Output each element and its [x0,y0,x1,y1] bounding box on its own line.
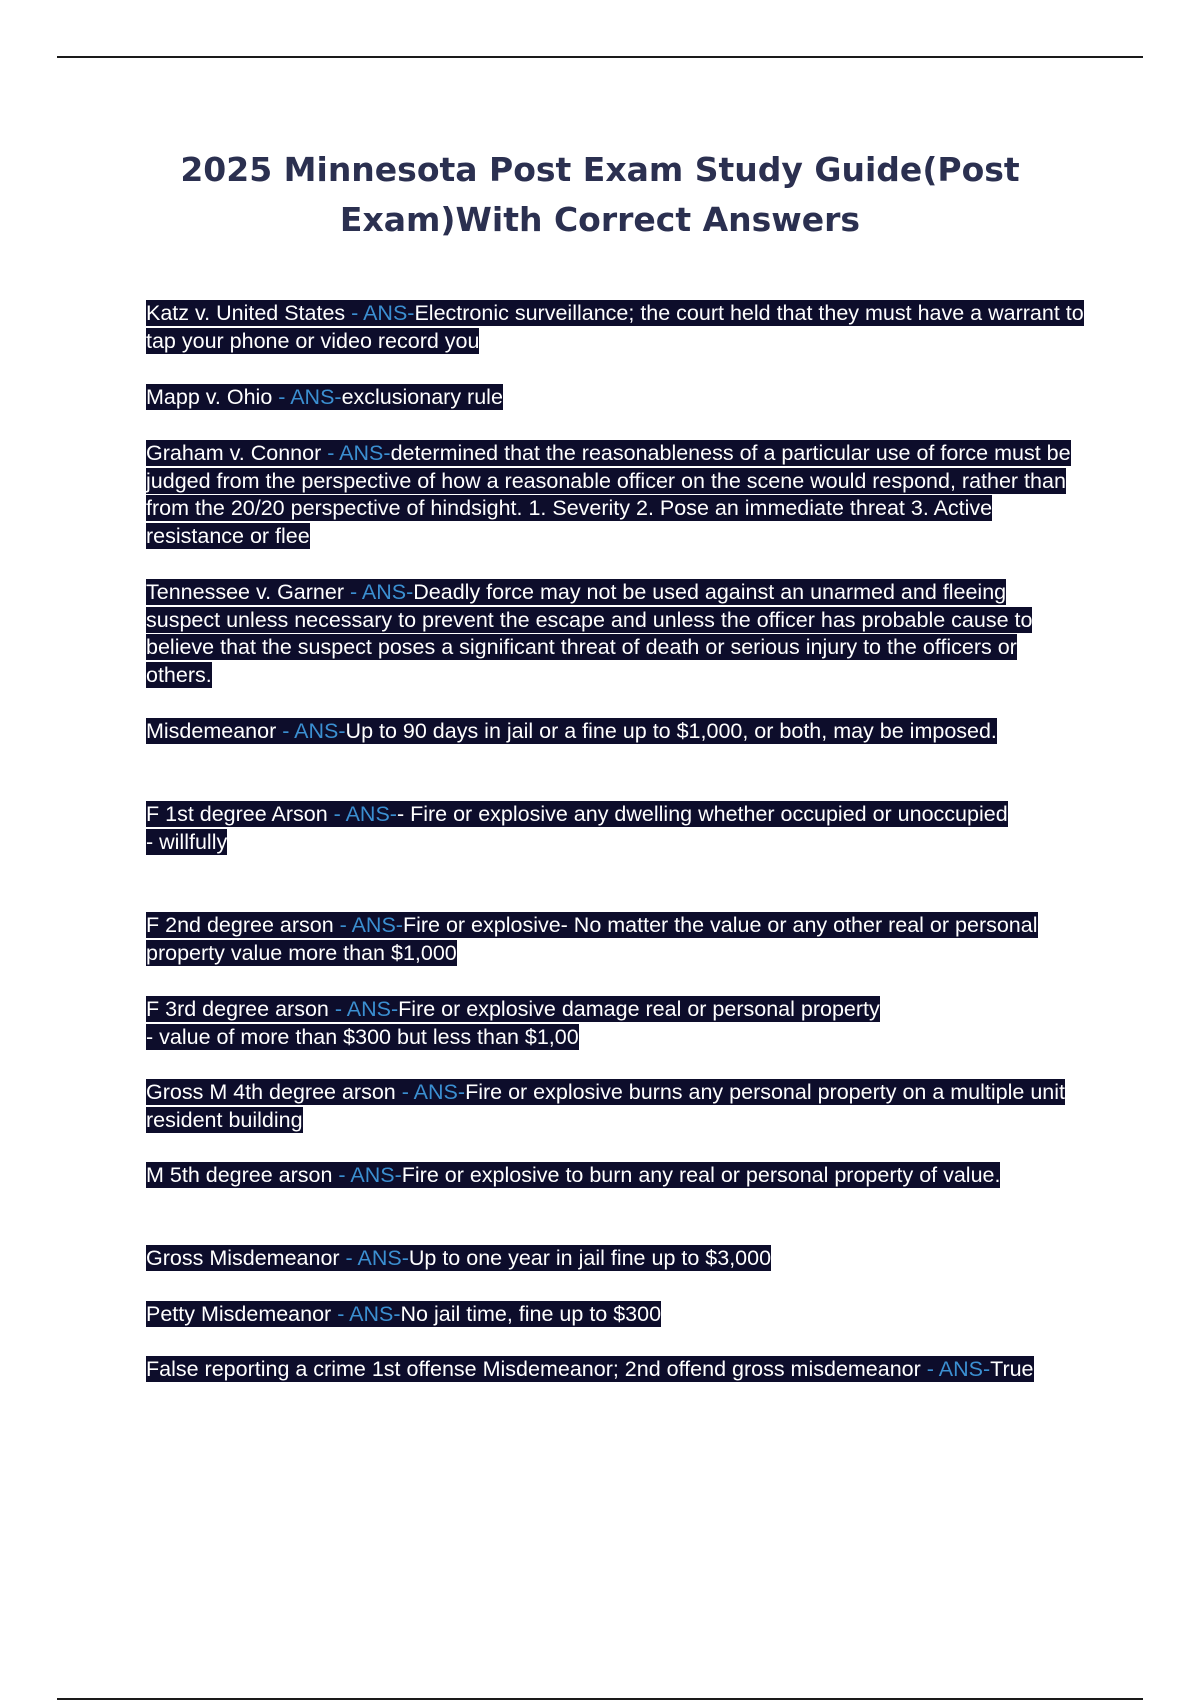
qa-answer: determined that the reasonableness of a particular use of force must be judged from the perspective of how a reasonable officer on the scene would respond, rather than from the 20/20 perspective of hindsight. 1. Severity 2. Pose an immediate threat 3. Active resistance or flee [146,441,1071,549]
qa-answer: Fire or explosive- No matter the value or any other real or personal property value more than $1,000 [146,913,1038,965]
qa-item-arson-1st [146,801,1086,856]
qa-item-arson-5th [146,1162,1086,1190]
top-rule [57,56,1143,58]
qa-term: F 2nd degree arson [146,913,334,937]
qa-item-mapp [146,384,1086,412]
qa-item-misdemeanor [146,718,1086,746]
qa-answer: Fire or explosive to burn any real or personal property of value. [401,1163,1001,1187]
ans-separator: - ANS- [345,301,415,325]
qa-term: Graham v. Connor [146,441,322,465]
qa-item-katz [146,300,1086,355]
ans-separator: - ANS- [395,1080,466,1104]
ans-separator: - ANS- [328,997,399,1021]
qa-answer: True [990,1357,1034,1381]
ans-separator: - ANS- [276,719,346,743]
qa-term: Katz v. United States [146,301,346,325]
qa-item-arson-3rd [146,996,1086,1051]
qa-item-garner [146,579,1086,690]
qa-term: Gross Misdemeanor [146,1246,340,1270]
qa-answer: Electronic surveillance; the court held that they must have a warrant to tap your phone or video record you [146,301,1084,353]
ans-separator: - ANS- [272,385,342,409]
qa-term: M 5th degree arson [146,1163,333,1187]
qa-term: Tennessee v. Garner [146,580,344,604]
ans-separator: - ANS- [332,1163,402,1187]
qa-answer: Deadly force may not be used against an unarmed and fleeing suspect unless necessary to prevent the escape and unless the officer has probable cause to believe that the suspect poses a significant threat of death or serious injury to the officers or others. [146,580,1033,688]
qa-answer: No jail time, fine up to $300 [400,1302,662,1326]
qa-item-arson-2nd [146,912,1086,967]
ans-separator: - ANS- [343,580,414,604]
ans-separator: - ANS- [920,1357,991,1381]
qa-answer: - Fire or explosive any dwelling whether occupied or unoccupied - willfully [146,802,1008,854]
qa-answer: Fire or explosive damage real or personal property - value of more than $300 but less than $1,00 [146,997,880,1049]
qa-item-arson-4th [146,1079,1086,1134]
qa-item-graham [146,440,1086,551]
qa-item-gross-misdemeanor [146,1245,1086,1273]
qa-term: Petty Misdemeanor [146,1302,332,1326]
qa-term: F 1st degree Arson [146,802,328,826]
qa-term: Misdemeanor [146,719,277,743]
qa-item-petty-misdemeanor [146,1301,1086,1329]
qa-term: Gross M 4th degree arson [146,1080,396,1104]
ans-separator: - ANS- [321,441,391,465]
qa-term: False reporting a crime 1st offense Misdemeanor; 2nd offend gross misdemeanor [146,1357,921,1381]
qa-answer: Fire or explosive burns any personal property on a multiple unit resident building [146,1080,1065,1132]
qa-item-false-reporting [146,1356,1086,1384]
ans-separator: - ANS- [327,802,397,826]
qa-term: Mapp v. Ohio [146,385,273,409]
qa-answer: Up to 90 days in jail or a fine up to $1,000, or both, may be imposed. [345,719,997,743]
ans-separator: - ANS- [339,1246,409,1270]
ans-separator: - ANS- [331,1302,401,1326]
qa-answer: exclusionary rule [341,385,503,409]
ans-separator: - ANS- [333,913,403,937]
page-title: 2025 Minnesota Post Exam Study Guide(Post Exam)With Correct Answers [180,150,1020,239]
qa-answer: Up to one year in jail fine up to $3,000 [408,1246,772,1270]
qa-term: F 3rd degree arson [146,997,329,1021]
